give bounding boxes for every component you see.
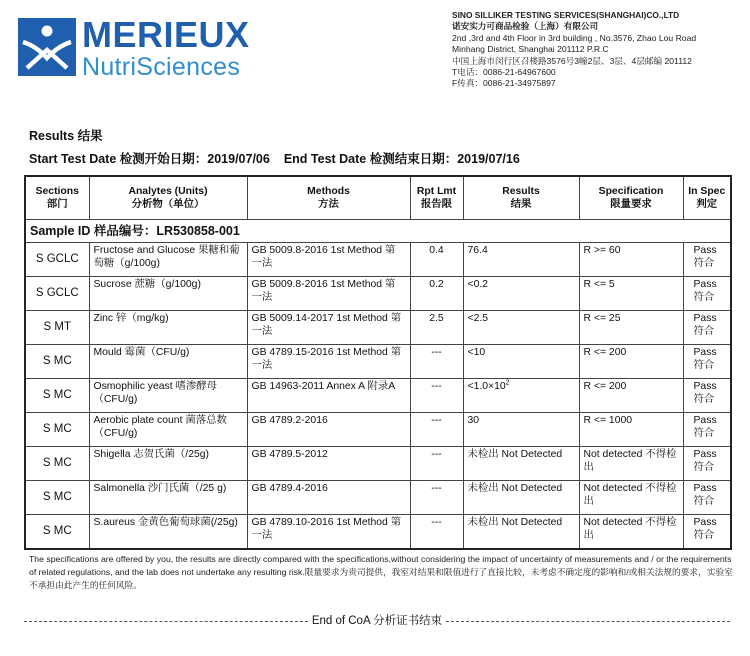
- analyte-cell: Zinc 锌（mg/kg): [89, 311, 247, 345]
- specification-disclaimer: The specifications are offered by you, the results are directly compared with the specifications,without considering the impact of uncertainty of measurements and / or the requirements of related regulations, and the lab does not undertake any resulting risk.限量要求为贵司提供，我室对结果和限值进行了直接比较，未考虑不确定度的影响和/或相关法规的要求，实验室不承担由此产生的任何风险。: [29, 554, 733, 590]
- company-name-en: SINO SILLIKER TESTING SERVICES(SHANGHAI)CO.,LTD: [452, 10, 680, 20]
- rpt-lmt-cell: ---: [410, 345, 463, 379]
- specification-cell: R >= 60: [579, 243, 683, 277]
- in-spec-cell: Pass 符合: [683, 243, 731, 277]
- logo-wordmark-nutrisciences: NutriSciences: [82, 53, 241, 81]
- method-cell: GB 4789.2-2016: [247, 413, 410, 447]
- rpt-lmt-cell: 2.5: [410, 311, 463, 345]
- in-spec-cell: Pass 符合: [683, 277, 731, 311]
- result-cell: 76.4: [463, 243, 579, 277]
- header-specification: Specification 限量要求: [579, 176, 683, 220]
- merieux-mark-icon: [18, 18, 76, 76]
- in-spec-cell: Pass 符合: [683, 311, 731, 345]
- result-cell: <10: [463, 345, 579, 379]
- header-analytes: Analytes (Units) 分析物（单位）: [89, 176, 247, 220]
- section-cell: S GCLC: [25, 243, 89, 277]
- section-cell: S MC: [25, 481, 89, 515]
- table-row: [25, 345, 731, 379]
- analyte-cell: Osmophilic yeast 嗜渗酵母（CFU/g): [89, 379, 247, 413]
- table-row: [25, 481, 731, 515]
- company-name-cn: 诺安实力可商品检验（上海）有限公司: [452, 21, 599, 32]
- section-cell: S MC: [25, 413, 89, 447]
- section-cell: S GCLC: [25, 277, 89, 311]
- table-header-row: [25, 176, 731, 220]
- company-address-cn: 中国上海市闵行区召楼路3576号3幢2层、3层、4层邮编 201112: [452, 55, 692, 66]
- specification-cell: R <= 200: [579, 379, 683, 413]
- rpt-lmt-cell: ---: [410, 481, 463, 515]
- section-cell: S MC: [25, 379, 89, 413]
- analyte-cell: Shigella 志贺氏菌（/25g): [89, 447, 247, 481]
- specification-cell: R <= 5: [579, 277, 683, 311]
- result-cell: 未检出 Not Detected: [463, 515, 579, 550]
- table-row: [25, 379, 731, 413]
- end-of-coa-label: End of CoA 分析证书结束: [311, 615, 443, 627]
- specification-cell: Not detected 不得检出: [579, 515, 683, 550]
- method-cell: GB 14963-2011 Annex A 附录A: [247, 379, 410, 413]
- in-spec-cell: Pass 符合: [683, 447, 731, 481]
- table-row: [25, 243, 731, 277]
- method-cell: GB 5009.14-2017 1st Method 第一法: [247, 311, 410, 345]
- method-cell: GB 5009.8-2016 1st Method 第一法: [247, 277, 410, 311]
- end-test-date: End Test Date 检测结束日期：2019/07/16: [283, 152, 520, 166]
- in-spec-cell: Pass 符合: [683, 379, 731, 413]
- start-test-date: Start Test Date 检测开始日期：2019/07/06: [29, 152, 270, 166]
- method-cell: GB 4789.15-2016 1st Method 第一法: [247, 345, 410, 379]
- company-tel: T电话：0086-21-64967600: [452, 67, 556, 78]
- analyte-cell: Aerobic plate count 菌落总数（CFU/g): [89, 413, 247, 447]
- specification-cell: R <= 200: [579, 345, 683, 379]
- rpt-lmt-cell: ---: [410, 413, 463, 447]
- company-fax: F传真：0086-21-34975897: [452, 78, 556, 89]
- header-in-spec: In Spec 判定: [683, 176, 731, 220]
- end-of-coa: [24, 612, 730, 628]
- specification-cell: Not detected 不得检出: [579, 447, 683, 481]
- table-row: [25, 311, 731, 345]
- specification-cell: Not detected 不得检出: [579, 481, 683, 515]
- in-spec-cell: Pass 符合: [683, 345, 731, 379]
- rpt-lmt-cell: 0.4: [410, 243, 463, 277]
- sample-id-row: [25, 220, 731, 243]
- result-cell: 30: [463, 413, 579, 447]
- test-dates: [29, 149, 520, 167]
- in-spec-cell: Pass 符合: [683, 413, 731, 447]
- header-rpt-lmt: Rpt Lmt 报告限: [410, 176, 463, 220]
- specification-cell: R <= 25: [579, 311, 683, 345]
- header-results: Results 结果: [463, 176, 579, 220]
- method-cell: GB 5009.8-2016 1st Method 第一法: [247, 243, 410, 277]
- method-cell: GB 4789.4-2016: [247, 481, 410, 515]
- specification-cell: R <= 1000: [579, 413, 683, 447]
- result-cell: 未检出 Not Detected: [463, 447, 579, 481]
- section-cell: S MC: [25, 447, 89, 481]
- header-methods: Methods 方法: [247, 176, 410, 220]
- in-spec-cell: Pass 符合: [683, 515, 731, 550]
- rpt-lmt-cell: 0.2: [410, 277, 463, 311]
- result-cell: 未检出 Not Detected: [463, 481, 579, 515]
- company-info: [452, 10, 747, 90]
- analyte-cell: S.aureus 金黄色葡萄球菌(/25g): [89, 515, 247, 550]
- method-cell: GB 4789.10-2016 1st Method 第一法: [247, 515, 410, 550]
- in-spec-cell: Pass 符合: [683, 481, 731, 515]
- rpt-lmt-cell: ---: [410, 515, 463, 550]
- sample-id-value: LR530858-001: [156, 223, 240, 238]
- analyte-cell: Mould 霉菌（CFU/g): [89, 345, 247, 379]
- divider-left: [24, 621, 308, 622]
- rpt-lmt-cell: ---: [410, 447, 463, 481]
- company-address-line2: Minhang District, Shanghai 201112 P.R.C: [452, 44, 609, 55]
- results-table: [24, 175, 732, 550]
- analyte-cell: Sucrose 蔗糖（g/100g): [89, 277, 247, 311]
- table-row: [25, 277, 731, 311]
- company-address-line1: 2nd ,3rd and 4th Floor in 3rd building , No.3576, Zhao Lou Road: [452, 32, 697, 43]
- method-cell: GB 4789.5-2012: [247, 447, 410, 481]
- table-row: [25, 447, 731, 481]
- section-cell: S MC: [25, 515, 89, 550]
- rpt-lmt-cell: ---: [410, 379, 463, 413]
- logo-wordmark-merieux: MERIEUX: [82, 14, 250, 55]
- table-row: [25, 515, 731, 550]
- section-cell: S MC: [25, 345, 89, 379]
- result-exponent: 2: [505, 379, 510, 387]
- section-cell: S MT: [25, 311, 89, 345]
- divider-right: [446, 621, 730, 622]
- merieux-logo: [18, 14, 283, 80]
- result-cell: <2.5: [463, 311, 579, 345]
- result-cell: <0.2: [463, 277, 579, 311]
- sample-id: [25, 220, 731, 243]
- header-sections: Sections 部门: [25, 176, 89, 220]
- result-cell: $<1.0\times 10^2$: [463, 379, 579, 413]
- analyte-cell: Salmonella 沙门氏菌（/25 g): [89, 481, 247, 515]
- sample-id-label: Sample ID 样品编号：: [30, 223, 157, 238]
- analyte-cell: Fructose and Glucose 果糖和葡萄糖（g/100g): [89, 243, 247, 277]
- results-heading: Results 结果: [29, 129, 103, 143]
- table-row: [25, 413, 731, 447]
